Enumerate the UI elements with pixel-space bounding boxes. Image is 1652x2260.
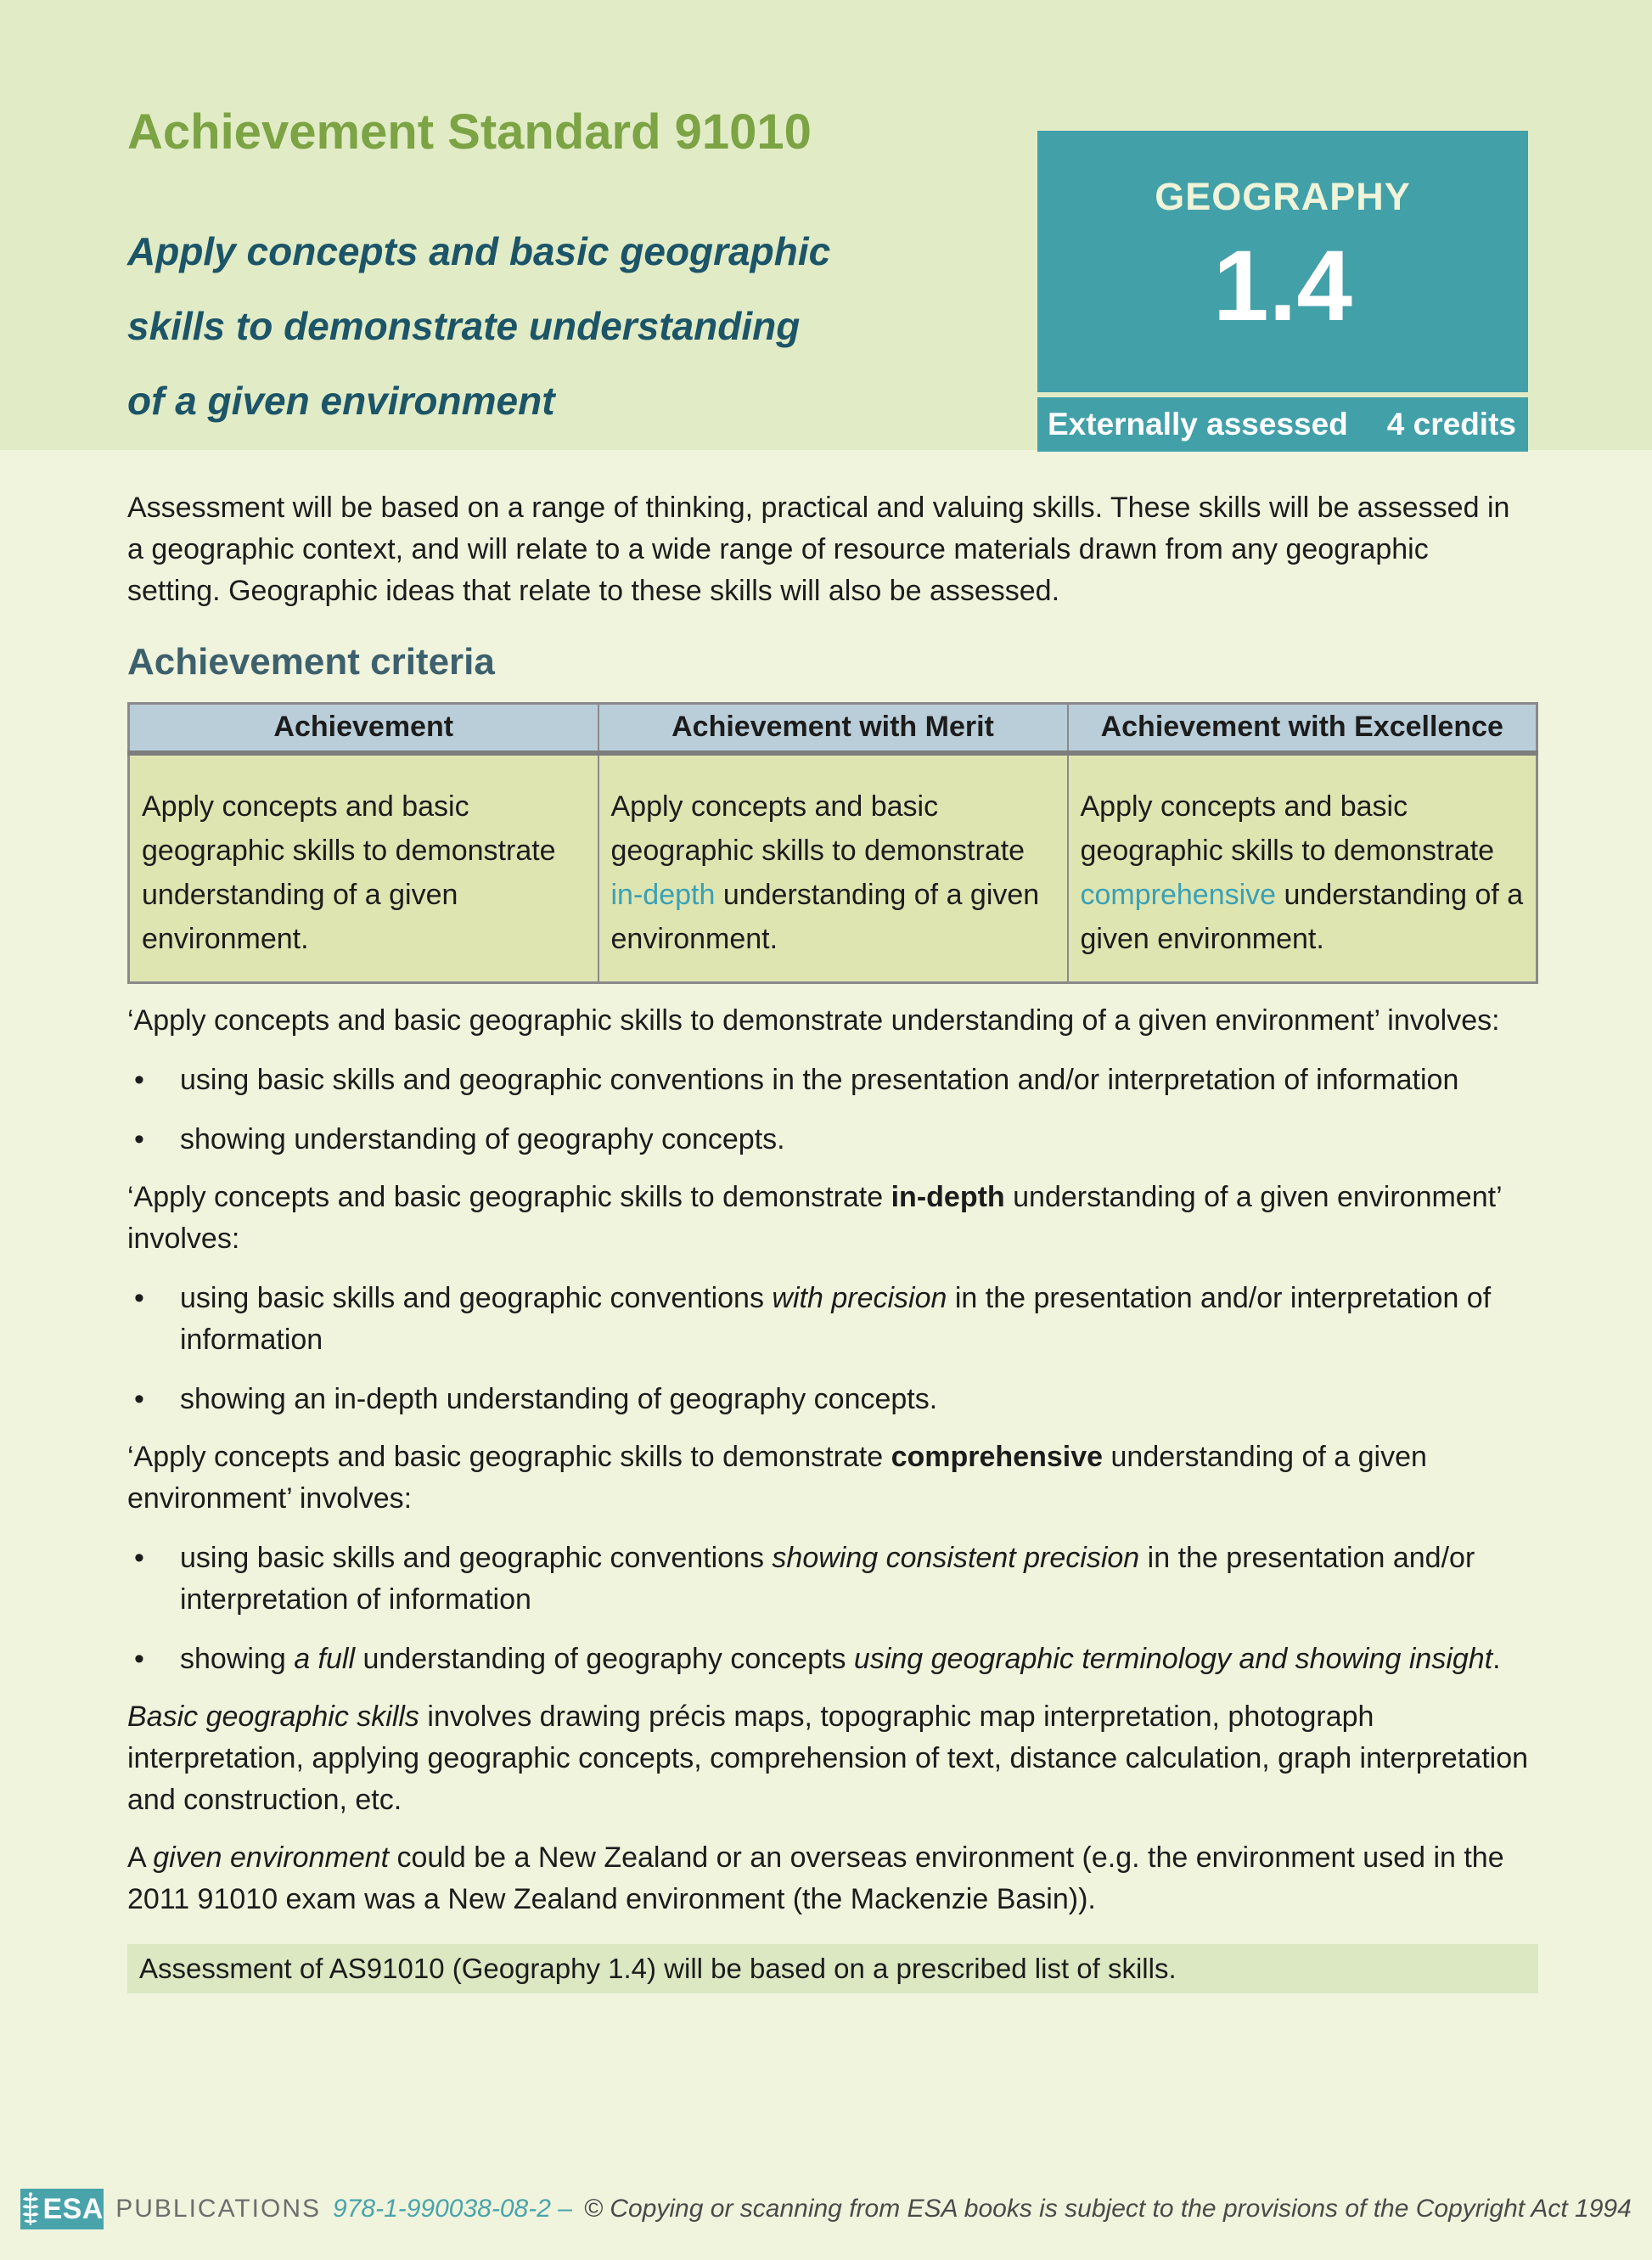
subtitle-line: Apply concepts and basic geographic xyxy=(127,229,831,273)
criteria-heading: Achievement criteria xyxy=(127,641,495,683)
bullet-item xyxy=(127,1278,1538,1361)
text-run: ‘Apply concepts and basic geographic skills to demonstrate xyxy=(127,1180,891,1213)
copyright-notice: © Copying or scanning from ESA books is subject to the provisions of the Copyright Act 1994 xyxy=(583,2195,1632,2223)
text-run: using basic skills and geographic conventions in the presentation and/or interpretation of information xyxy=(180,1063,1459,1096)
block-text xyxy=(180,1538,1538,1621)
criteria-table-header-row xyxy=(129,704,1537,753)
text-run: could be a New Zealand or an overseas environment (e.g. the environment used in the 2011 91010 exam was a New Zealand environment (the Mackenzie Basin)). xyxy=(127,1841,1504,1915)
text-run: involves drawing précis maps, topographic map interpretation, photograph interpretation, applying geographic concepts, comprehension of text, distance calculation, graph interpretation and construction, etc. xyxy=(127,1700,1529,1816)
note-strip xyxy=(127,1944,1538,1993)
text-run: ‘Apply concepts and basic geographic skills to demonstrate xyxy=(127,1440,891,1473)
text-run: Apply concepts and basic geographic skills to demonstrate xyxy=(1080,790,1495,867)
paragraph xyxy=(127,1436,1538,1520)
bullet-item xyxy=(127,1379,1538,1420)
text-run: showing understanding of geography concepts. xyxy=(180,1122,785,1155)
block-text xyxy=(180,1379,1538,1420)
text-run: in the presentation and/or interpretation of information xyxy=(180,1541,1475,1616)
bullet-item xyxy=(127,1639,1538,1680)
text-run: understanding of geography concepts xyxy=(355,1642,854,1675)
intro-paragraph: Assessment will be based on a range of thinking, practical and valuing skills. These skills will be assessed in a geographic context, and will relate to a wide range of resource materials drawn from any geographic setting. Geographic ideas that relate to these skills will also be assessed. xyxy=(127,492,1510,607)
bullet-icon: • xyxy=(134,1382,144,1415)
subject-badge xyxy=(1037,131,1528,452)
cell-achievement xyxy=(129,753,598,983)
header-band xyxy=(0,0,1652,450)
subject-name: GEOGRAPHY xyxy=(1155,175,1411,218)
subject-badge-main xyxy=(1037,131,1528,392)
cell-merit xyxy=(598,753,1068,983)
text-run: understanding of a given environment. xyxy=(1080,878,1524,955)
assessment-type: Externally assessed xyxy=(1048,407,1348,441)
criteria-table-body-row xyxy=(129,753,1537,983)
column-header-achievement: Achievement xyxy=(129,704,598,753)
subtitle-line: of a given environment xyxy=(127,379,555,423)
bullet-icon: • xyxy=(134,1642,144,1675)
criteria-table xyxy=(127,702,1538,984)
text-run: understanding of a given environment. xyxy=(610,878,1040,955)
text-run: A xyxy=(127,1841,154,1874)
bullet-icon: • xyxy=(134,1541,144,1574)
text-run: comprehensive xyxy=(1080,878,1277,911)
text-run: . xyxy=(1492,1642,1501,1675)
block-text xyxy=(127,1181,1501,1255)
text-run: showing consistent precision xyxy=(772,1541,1140,1574)
text-run: Apply concepts and basic geographic skills to demonstrate xyxy=(610,790,1025,867)
note-text: Assessment of AS91010 (Geography 1.4) will be based on a prescribed list of skills. xyxy=(139,1952,1177,1984)
paragraph xyxy=(127,1696,1538,1821)
paragraph xyxy=(127,1177,1538,1260)
bullet-icon: • xyxy=(134,1281,144,1314)
fern-icon xyxy=(20,2191,41,2227)
body-text xyxy=(127,1000,1538,1920)
block-text xyxy=(127,1441,1427,1515)
text-run: given environment xyxy=(153,1841,390,1874)
text-run: showing xyxy=(180,1642,295,1675)
bullet-item xyxy=(127,1538,1538,1621)
block-text xyxy=(127,1841,1504,1915)
block-text xyxy=(180,1639,1538,1680)
text-run: comprehensive xyxy=(891,1440,1104,1473)
block-text xyxy=(180,1119,1538,1161)
text-run: using basic skills and geographic conventions xyxy=(180,1541,773,1574)
column-header-excellence: Achievement with Excellence xyxy=(1068,704,1537,753)
standard-subtitle xyxy=(127,214,830,438)
bullet-icon: • xyxy=(134,1122,144,1155)
text-run: using basic skills and geographic conventions xyxy=(180,1281,773,1314)
text-run: Basic geographic skills xyxy=(127,1700,419,1733)
text-run: in-depth xyxy=(891,1180,1005,1213)
block-text xyxy=(180,1278,1538,1361)
block-text xyxy=(180,1060,1538,1101)
bullet-item xyxy=(127,1060,1538,1101)
page-title: Achievement Standard 91010 xyxy=(127,104,812,160)
esa-logo xyxy=(20,2189,104,2229)
cell-excellence xyxy=(1068,753,1537,983)
bullet-item xyxy=(127,1119,1538,1161)
text-run: in-depth xyxy=(610,878,716,911)
assessment-strip xyxy=(1037,397,1528,452)
text-run: ‘Apply concepts and basic geographic skills to demonstrate understanding of a given environment’ involves: xyxy=(127,1004,1500,1037)
text-run: showing an in-depth understanding of geography concepts. xyxy=(180,1382,938,1415)
paragraph xyxy=(127,1000,1538,1042)
text-run: in the presentation and/or interpretation of information xyxy=(180,1281,1492,1356)
text-run: using geographic terminology and showing insight xyxy=(853,1642,1493,1675)
bullet-icon: • xyxy=(134,1063,144,1096)
text-run: understanding of a given environment’ involves: xyxy=(127,1180,1502,1255)
text-run: Apply concepts and basic geographic skills to demonstrate understanding of a given environment. xyxy=(142,790,556,955)
paragraph xyxy=(127,1837,1538,1920)
text-run: with precision xyxy=(772,1281,947,1314)
subtitle-line: skills to demonstrate understanding xyxy=(127,304,801,348)
footer xyxy=(0,2189,1652,2229)
text-run: a full xyxy=(294,1642,356,1675)
block-text xyxy=(127,1004,1500,1037)
publisher-name: PUBLICATIONS xyxy=(115,2195,322,2223)
esa-logo-text: ESA xyxy=(42,2192,104,2225)
main-content xyxy=(127,487,1538,1993)
isbn: 978-1-990038-08-2 – xyxy=(333,2195,572,2223)
block-text xyxy=(127,1701,1528,1816)
standard-code: 1.4 xyxy=(1212,230,1353,342)
credits-count: 4 credits xyxy=(1386,407,1516,441)
column-header-merit: Achievement with Merit xyxy=(598,704,1068,753)
text-run: understanding of a given environment’ involves: xyxy=(127,1440,1427,1515)
